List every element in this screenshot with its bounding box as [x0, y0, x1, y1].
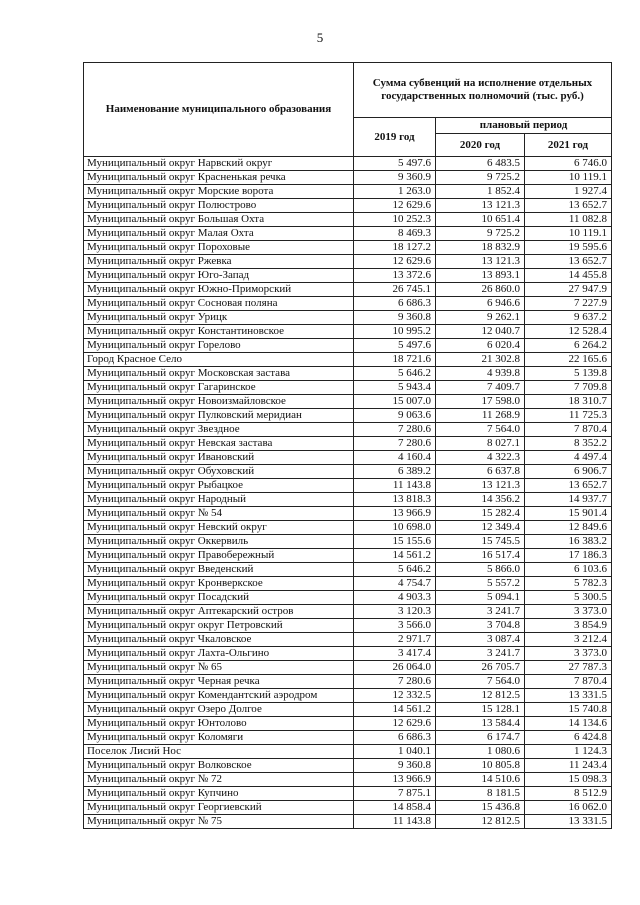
table-row	[84, 353, 612, 367]
value-2021-cell: 11 243.4	[525, 759, 612, 773]
value-2020-cell: 26 860.0	[436, 283, 525, 297]
municipality-name-cell: Муниципальный округ Аптекарский остров	[84, 605, 354, 619]
value-2019-cell: 4 160.4	[354, 451, 436, 465]
value-2019-cell: 3 417.4	[354, 647, 436, 661]
municipality-name-cell: Муниципальный округ Комендантский аэродром	[84, 689, 354, 703]
value-2021-cell: 16 062.0	[525, 801, 612, 815]
table-row	[84, 395, 612, 409]
value-2020-cell: 9 725.2	[436, 171, 525, 185]
value-2020-cell: 13 893.1	[436, 269, 525, 283]
municipality-name-cell: Город Красное Село	[84, 353, 354, 367]
municipality-name-cell: Муниципальный округ Полюстрово	[84, 199, 354, 213]
value-2019-cell: 3 566.0	[354, 619, 436, 633]
value-2021-cell: 8 352.2	[525, 437, 612, 451]
municipality-name-cell: Муниципальный округ Невский округ	[84, 521, 354, 535]
table-row	[84, 647, 612, 661]
municipality-name-cell: Муниципальный округ Урицк	[84, 311, 354, 325]
value-2019-cell: 9 360.9	[354, 171, 436, 185]
value-2019-cell: 26 064.0	[354, 661, 436, 675]
value-2019-cell: 15 007.0	[354, 395, 436, 409]
value-2020-cell: 5 866.0	[436, 563, 525, 577]
value-2019-cell: 5 497.6	[354, 157, 436, 171]
value-2019-cell: 14 561.2	[354, 703, 436, 717]
municipality-name-cell: Муниципальный округ Введенский	[84, 563, 354, 577]
municipality-name-cell: Муниципальный округ Пулковский меридиан	[84, 409, 354, 423]
municipality-name-cell: Муниципальный округ Горелово	[84, 339, 354, 353]
value-2019-cell: 6 686.3	[354, 731, 436, 745]
value-2020-cell: 15 745.5	[436, 535, 525, 549]
value-2019-cell: 9 360.8	[354, 311, 436, 325]
value-2020-cell: 14 356.2	[436, 493, 525, 507]
value-2021-cell: 13 331.5	[525, 689, 612, 703]
table-row	[84, 269, 612, 283]
value-2019-cell: 1 040.1	[354, 745, 436, 759]
table-row	[84, 423, 612, 437]
value-2019-cell: 5 646.2	[354, 367, 436, 381]
table-row	[84, 465, 612, 479]
value-2021-cell: 14 937.7	[525, 493, 612, 507]
value-2020-cell: 8 027.1	[436, 437, 525, 451]
table-row	[84, 507, 612, 521]
table-body	[84, 157, 612, 829]
table-row	[84, 311, 612, 325]
value-2021-cell: 1 124.3	[525, 745, 612, 759]
value-2020-cell: 15 128.1	[436, 703, 525, 717]
header-year-2020: 2020 год	[436, 134, 525, 157]
value-2019-cell: 12 629.6	[354, 255, 436, 269]
table-row	[84, 577, 612, 591]
value-2020-cell: 26 705.7	[436, 661, 525, 675]
value-2020-cell: 9 262.1	[436, 311, 525, 325]
value-2021-cell: 14 455.8	[525, 269, 612, 283]
table-row	[84, 675, 612, 689]
value-2020-cell: 6 483.5	[436, 157, 525, 171]
value-2021-cell: 15 901.4	[525, 507, 612, 521]
table-row	[84, 367, 612, 381]
value-2021-cell: 7 227.9	[525, 297, 612, 311]
municipality-name-cell: Муниципальный округ Красненькая речка	[84, 171, 354, 185]
value-2019-cell: 13 372.6	[354, 269, 436, 283]
value-2019-cell: 12 629.6	[354, 717, 436, 731]
table-row	[84, 213, 612, 227]
value-2021-cell: 10 119.1	[525, 171, 612, 185]
value-2021-cell: 3 373.0	[525, 605, 612, 619]
value-2019-cell: 11 143.8	[354, 479, 436, 493]
value-2021-cell: 6 103.6	[525, 563, 612, 577]
table-row	[84, 283, 612, 297]
table-row	[84, 185, 612, 199]
page-number: 5	[316, 30, 324, 45]
value-2020-cell: 15 282.4	[436, 507, 525, 521]
value-2021-cell: 10 119.1	[525, 227, 612, 241]
table-row	[84, 297, 612, 311]
value-2019-cell: 5 943.4	[354, 381, 436, 395]
value-2020-cell: 13 121.3	[436, 479, 525, 493]
municipality-name-cell: Муниципальный округ Посадский	[84, 591, 354, 605]
value-2021-cell: 6 264.2	[525, 339, 612, 353]
table-row	[84, 339, 612, 353]
municipality-name-cell: Поселок Лисий Нос	[84, 745, 354, 759]
municipality-name-cell: Муниципальный округ Новоизмайловское	[84, 395, 354, 409]
value-2021-cell: 6 424.8	[525, 731, 612, 745]
value-2021-cell: 3 854.9	[525, 619, 612, 633]
municipality-name-cell: Муниципальный округ Юго-Запад	[84, 269, 354, 283]
value-2020-cell: 1 852.4	[436, 185, 525, 199]
table-row	[84, 437, 612, 451]
value-2019-cell: 7 280.6	[354, 675, 436, 689]
value-2020-cell: 12 812.5	[436, 689, 525, 703]
value-2019-cell: 4 903.3	[354, 591, 436, 605]
value-2021-cell: 22 165.6	[525, 353, 612, 367]
value-2021-cell: 7 709.8	[525, 381, 612, 395]
municipality-name-cell: Муниципальный округ Народный	[84, 493, 354, 507]
table-row	[84, 199, 612, 213]
value-2020-cell: 13 121.3	[436, 199, 525, 213]
municipality-name-cell: Муниципальный округ Нарвский округ	[84, 157, 354, 171]
value-2020-cell: 7 409.7	[436, 381, 525, 395]
value-2020-cell: 3 087.4	[436, 633, 525, 647]
municipality-name-cell: Муниципальный округ Московская застава	[84, 367, 354, 381]
municipality-name-cell: Муниципальный округ Правобережный	[84, 549, 354, 563]
value-2020-cell: 8 181.5	[436, 787, 525, 801]
value-2019-cell: 14 858.4	[354, 801, 436, 815]
value-2020-cell: 4 322.3	[436, 451, 525, 465]
value-2021-cell: 8 512.9	[525, 787, 612, 801]
table-row	[84, 619, 612, 633]
value-2019-cell: 4 754.7	[354, 577, 436, 591]
table-row	[84, 703, 612, 717]
value-2021-cell: 5 782.3	[525, 577, 612, 591]
table-row	[84, 535, 612, 549]
value-2020-cell: 6 946.6	[436, 297, 525, 311]
municipality-name-cell: Муниципальный округ Невская застава	[84, 437, 354, 451]
value-2019-cell: 18 127.2	[354, 241, 436, 255]
table-row	[84, 801, 612, 815]
value-2021-cell: 15 098.3	[525, 773, 612, 787]
value-2021-cell: 4 497.4	[525, 451, 612, 465]
value-2019-cell: 13 966.9	[354, 773, 436, 787]
value-2021-cell: 27 787.3	[525, 661, 612, 675]
table-row	[84, 689, 612, 703]
value-2021-cell: 5 300.5	[525, 591, 612, 605]
table-row	[84, 591, 612, 605]
value-2021-cell: 9 637.2	[525, 311, 612, 325]
value-2020-cell: 10 651.4	[436, 213, 525, 227]
table-row	[84, 745, 612, 759]
value-2020-cell: 21 302.8	[436, 353, 525, 367]
table-row	[84, 157, 612, 171]
value-2019-cell: 6 389.2	[354, 465, 436, 479]
municipality-name-cell: Муниципальный округ Пороховые	[84, 241, 354, 255]
value-2019-cell: 5 497.6	[354, 339, 436, 353]
value-2020-cell: 12 040.7	[436, 325, 525, 339]
municipality-name-cell: Муниципальный округ Волковское	[84, 759, 354, 773]
value-2020-cell: 3 241.7	[436, 647, 525, 661]
value-2019-cell: 7 280.6	[354, 437, 436, 451]
value-2020-cell: 17 598.0	[436, 395, 525, 409]
value-2021-cell: 6 746.0	[525, 157, 612, 171]
table-row	[84, 549, 612, 563]
value-2019-cell: 7 280.6	[354, 423, 436, 437]
municipality-name-cell: Муниципальный округ Коломяги	[84, 731, 354, 745]
value-2019-cell: 2 971.7	[354, 633, 436, 647]
table-row	[84, 661, 612, 675]
value-2020-cell: 18 832.9	[436, 241, 525, 255]
table-row	[84, 409, 612, 423]
value-2021-cell: 18 310.7	[525, 395, 612, 409]
value-2019-cell: 14 561.2	[354, 549, 436, 563]
value-2021-cell: 13 652.7	[525, 479, 612, 493]
value-2020-cell: 11 268.9	[436, 409, 525, 423]
table-row	[84, 717, 612, 731]
value-2021-cell: 3 212.4	[525, 633, 612, 647]
value-2021-cell: 11 082.8	[525, 213, 612, 227]
value-2019-cell: 12 629.6	[354, 199, 436, 213]
value-2019-cell: 8 469.3	[354, 227, 436, 241]
value-2020-cell: 9 725.2	[436, 227, 525, 241]
value-2020-cell: 5 557.2	[436, 577, 525, 591]
value-2021-cell: 14 134.6	[525, 717, 612, 731]
value-2020-cell: 7 564.0	[436, 675, 525, 689]
municipality-name-cell: Муниципальный округ Черная речка	[84, 675, 354, 689]
value-2020-cell: 5 094.1	[436, 591, 525, 605]
table-row	[84, 605, 612, 619]
value-2020-cell: 3 241.7	[436, 605, 525, 619]
table-row	[84, 787, 612, 801]
value-2019-cell: 12 332.5	[354, 689, 436, 703]
table-row	[84, 451, 612, 465]
table-row	[84, 493, 612, 507]
value-2021-cell: 13 331.5	[525, 815, 612, 829]
table-row	[84, 479, 612, 493]
municipality-name-cell: Муниципальный округ Южно-Приморский	[84, 283, 354, 297]
value-2019-cell: 6 686.3	[354, 297, 436, 311]
table-row	[84, 773, 612, 787]
value-2020-cell: 6 637.8	[436, 465, 525, 479]
table-row	[84, 325, 612, 339]
municipality-name-cell: Муниципальный округ Озеро Долгое	[84, 703, 354, 717]
table-row	[84, 381, 612, 395]
value-2020-cell: 3 704.8	[436, 619, 525, 633]
value-2019-cell: 3 120.3	[354, 605, 436, 619]
value-2019-cell: 18 721.6	[354, 353, 436, 367]
table-row	[84, 521, 612, 535]
table-row	[84, 241, 612, 255]
value-2021-cell: 27 947.9	[525, 283, 612, 297]
municipality-name-cell: Муниципальный округ Гагаринское	[84, 381, 354, 395]
value-2019-cell: 10 252.3	[354, 213, 436, 227]
value-2019-cell: 11 143.8	[354, 815, 436, 829]
table-row	[84, 255, 612, 269]
value-2021-cell: 13 652.7	[525, 199, 612, 213]
value-2019-cell: 13 966.9	[354, 507, 436, 521]
value-2019-cell: 5 646.2	[354, 563, 436, 577]
municipality-name-cell: Муниципальный округ Чкаловское	[84, 633, 354, 647]
municipality-name-cell: Муниципальный округ Малая Охта	[84, 227, 354, 241]
header-subsidy-sum: Сумма субвенций на исполнение отдельных государственных полномочий (тыс. руб.)	[354, 63, 612, 118]
value-2021-cell: 15 740.8	[525, 703, 612, 717]
municipality-name-cell: Муниципальный округ Юнтолово	[84, 717, 354, 731]
table-row	[84, 633, 612, 647]
municipality-name-cell: Муниципальный округ Рыбацкое	[84, 479, 354, 493]
value-2020-cell: 4 939.8	[436, 367, 525, 381]
value-2020-cell: 7 564.0	[436, 423, 525, 437]
value-2021-cell: 12 849.6	[525, 521, 612, 535]
municipality-name-cell: Муниципальный округ Купчино	[84, 787, 354, 801]
value-2019-cell: 9 360.8	[354, 759, 436, 773]
municipality-name-cell: Муниципальный округ Морские ворота	[84, 185, 354, 199]
municipality-name-cell: Муниципальный округ Сосновая поляна	[84, 297, 354, 311]
value-2021-cell: 6 906.7	[525, 465, 612, 479]
value-2021-cell: 3 373.0	[525, 647, 612, 661]
value-2021-cell: 7 870.4	[525, 423, 612, 437]
value-2020-cell: 16 517.4	[436, 549, 525, 563]
header-year-2019: 2019 год	[354, 118, 436, 157]
value-2021-cell: 13 652.7	[525, 255, 612, 269]
value-2021-cell: 12 528.4	[525, 325, 612, 339]
value-2019-cell: 26 745.1	[354, 283, 436, 297]
value-2019-cell: 9 063.6	[354, 409, 436, 423]
header-municipality-name: Наименование муниципального образования	[84, 63, 354, 157]
value-2020-cell: 12 812.5	[436, 815, 525, 829]
value-2019-cell: 13 818.3	[354, 493, 436, 507]
value-2020-cell: 15 436.8	[436, 801, 525, 815]
municipality-name-cell: Муниципальный округ Оккервиль	[84, 535, 354, 549]
value-2021-cell: 19 595.6	[525, 241, 612, 255]
municipality-name-cell: Муниципальный округ Георгиевский	[84, 801, 354, 815]
municipality-name-cell: Муниципальный округ № 72	[84, 773, 354, 787]
value-2020-cell: 13 121.3	[436, 255, 525, 269]
value-2021-cell: 5 139.8	[525, 367, 612, 381]
table-row	[84, 171, 612, 185]
municipality-name-cell: Муниципальный округ Константиновское	[84, 325, 354, 339]
value-2020-cell: 1 080.6	[436, 745, 525, 759]
table-row	[84, 731, 612, 745]
value-2020-cell: 10 805.8	[436, 759, 525, 773]
value-2021-cell: 17 186.3	[525, 549, 612, 563]
value-2019-cell: 7 875.1	[354, 787, 436, 801]
value-2020-cell: 6 174.7	[436, 731, 525, 745]
municipality-name-cell: Муниципальный округ № 54	[84, 507, 354, 521]
municipality-name-cell: Муниципальный округ Звездное	[84, 423, 354, 437]
municipality-name-cell: Муниципальный округ Обуховский	[84, 465, 354, 479]
value-2019-cell: 15 155.6	[354, 535, 436, 549]
municipality-name-cell: Муниципальный округ Лахта-Ольгино	[84, 647, 354, 661]
value-2020-cell: 14 510.6	[436, 773, 525, 787]
value-2020-cell: 13 584.4	[436, 717, 525, 731]
value-2021-cell: 7 870.4	[525, 675, 612, 689]
value-2021-cell: 1 927.4	[525, 185, 612, 199]
municipality-name-cell: Муниципальный округ № 65	[84, 661, 354, 675]
table-row	[84, 563, 612, 577]
municipality-name-cell: Муниципальный округ Ивановский	[84, 451, 354, 465]
header-year-2021: 2021 год	[525, 134, 612, 157]
value-2019-cell: 1 263.0	[354, 185, 436, 199]
value-2021-cell: 16 383.2	[525, 535, 612, 549]
value-2019-cell: 10 995.2	[354, 325, 436, 339]
municipality-name-cell: Муниципальный округ Ржевка	[84, 255, 354, 269]
municipality-name-cell: Муниципальный округ Кронверкское	[84, 577, 354, 591]
municipality-name-cell: Муниципальный округ Большая Охта	[84, 213, 354, 227]
table-row	[84, 815, 612, 829]
value-2021-cell: 11 725.3	[525, 409, 612, 423]
municipality-name-cell: Муниципальный округ округ Петровский	[84, 619, 354, 633]
value-2019-cell: 10 698.0	[354, 521, 436, 535]
value-2020-cell: 6 020.4	[436, 339, 525, 353]
value-2020-cell: 12 349.4	[436, 521, 525, 535]
table-row	[84, 227, 612, 241]
table-row	[84, 759, 612, 773]
municipality-name-cell: Муниципальный округ № 75	[84, 815, 354, 829]
subsidy-table	[83, 62, 612, 829]
header-plan-period: плановый период	[436, 118, 612, 134]
